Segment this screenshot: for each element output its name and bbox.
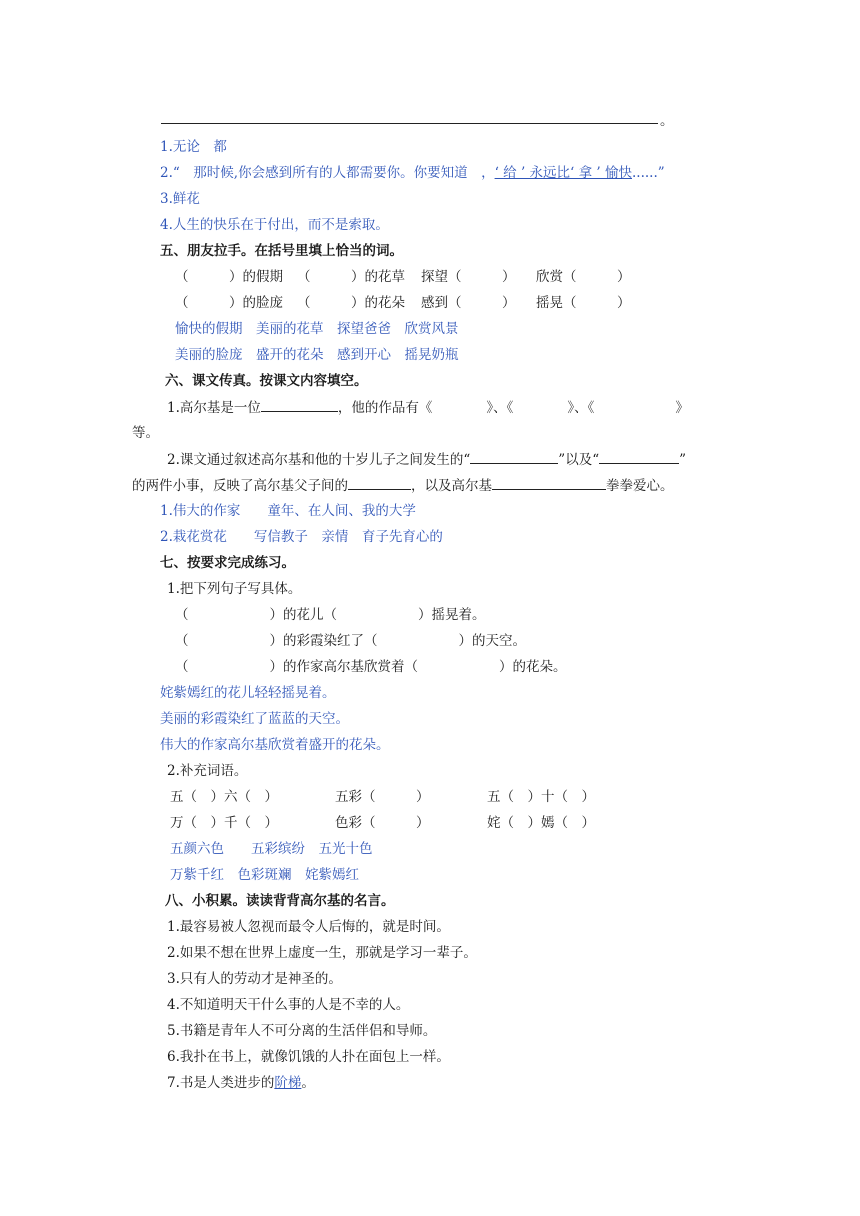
quote-item-last bbox=[167, 1073, 315, 1093]
s5-blank-1: （ ）的假期 bbox=[175, 269, 283, 285]
section-6-heading: 六、课文传真。按课文内容填空。 bbox=[165, 373, 368, 389]
s6-q2-text-3: ，以及高尔基 bbox=[411, 478, 492, 494]
s7-idiom-3: 五（ ）十（ ） bbox=[487, 789, 595, 805]
s5-blank-2: （ ）的花草 bbox=[297, 269, 405, 285]
s7-question-1: 1.把下列句子写具体。 bbox=[167, 581, 302, 597]
answer-4: 4.人生的快乐在于付出，而不是索取。 bbox=[160, 217, 389, 233]
quote-link[interactable]: ‘ 给 ’ 永远比‘ 拿 ’ 愉快 bbox=[494, 165, 632, 181]
s7-answer-3: 伟大的作家高尔基欣赏着盛开的花朵。 bbox=[160, 737, 390, 753]
s5-blank-7: 感到（ ） bbox=[421, 295, 516, 311]
s7-sentence-1: （ ）的花儿（ ）摇晃着。 bbox=[175, 607, 486, 623]
s7-sentence-2: （ ）的彩霞染红了（ ）的天空。 bbox=[175, 633, 526, 649]
s7-idiom-answer-2: 万紫千红 色彩斑斓 姹紫嫣红 bbox=[170, 867, 359, 883]
quote-item: 1.最容易被人忽视而最令人后悔的，就是时间。 bbox=[167, 919, 450, 935]
end-mark: 。 bbox=[660, 113, 674, 129]
quote-7-end: 。 bbox=[301, 1075, 315, 1091]
answer-3: 3.鲜花 bbox=[160, 191, 200, 207]
quote-item: 4.不知道明天干什么事的人是不幸的人。 bbox=[167, 997, 410, 1013]
answer-1: 1.无论 都 bbox=[160, 139, 227, 155]
s6-q2-close: ” bbox=[679, 452, 687, 468]
quote-item: 5.书籍是青年人不可分离的生活伴侣和导师。 bbox=[167, 1023, 437, 1039]
s7-answer-1: 姹紫嫣红的花儿轻轻摇晃着。 bbox=[160, 685, 336, 701]
blank-line bbox=[261, 397, 338, 412]
s7-sentence-3: （ ）的作家高尔基欣赏着（ ）的花朵。 bbox=[175, 659, 567, 675]
s6-q1-works: ，他的作品有《 》、《 》、《 》 bbox=[337, 400, 689, 416]
quote-item: 3.只有人的劳动才是神圣的。 bbox=[167, 971, 342, 987]
s5-blank-6: （ ）的花朵 bbox=[297, 295, 405, 311]
quote-item: 6.我扑在书上，就像饥饿的人扑在面包上一样。 bbox=[167, 1049, 450, 1065]
blank-line bbox=[492, 475, 606, 490]
s6-question-1-end: 等。 bbox=[132, 425, 159, 441]
answer-2 bbox=[160, 163, 665, 183]
s5-blank-5: （ ）的脸庞 bbox=[175, 295, 283, 311]
s7-idiom-answer-1: 五颜六色 五彩缤纷 五光十色 bbox=[170, 841, 373, 857]
answer-2-prefix: 2.“ 那时候,你会感到所有的人都需要你。你要知道 ， bbox=[160, 165, 495, 181]
s5-answer-1: 愉快的假期 美丽的花草 探望爸爸 欣赏风景 bbox=[175, 321, 459, 337]
s7-idiom-4: 万（ ）千（ ） bbox=[170, 815, 278, 831]
s6-answer-2: 2.栽花赏花 写信教子 亲情 育子先育心的 bbox=[160, 529, 443, 545]
s7-idiom-5: 色彩（ ） bbox=[335, 815, 430, 831]
quote-7-text: 7.书是人类进步的 bbox=[167, 1075, 275, 1091]
s6-q1-text: 1.高尔基是一位 bbox=[167, 400, 261, 416]
s7-idiom-2: 五彩（ ） bbox=[335, 789, 430, 805]
s5-blank-3: 探望（ ） bbox=[421, 269, 516, 285]
section-5-heading: 五、朋友拉手。在括号里填上恰当的词。 bbox=[160, 243, 403, 259]
s5-blank-8: 摇晃（ ） bbox=[536, 295, 631, 311]
s7-answer-2: 美丽的彩霞染红了蓝蓝的天空。 bbox=[160, 711, 349, 727]
s6-q2-text-2: 的两件小事，反映了高尔基父子间的 bbox=[132, 478, 348, 494]
s6-question-1 bbox=[167, 397, 689, 418]
s6-q2-text-4: 拳拳爱心。 bbox=[606, 478, 674, 494]
s7-idiom-6: 姹（ ）嫣（ ） bbox=[487, 815, 595, 831]
s6-answer-1: 1.伟大的作家 童年、在人间、我的大学 bbox=[160, 503, 416, 519]
answer-underline bbox=[161, 123, 658, 124]
s7-question-2: 2.补充词语。 bbox=[167, 763, 248, 779]
ladder-link[interactable]: 阶梯 bbox=[274, 1075, 302, 1091]
section-8-heading: 八、小积累。读读背背高尔基的名言。 bbox=[165, 893, 395, 909]
s6-q2-mid: ”以及“ bbox=[558, 452, 600, 468]
quote-item: 2.如果不想在世界上虚度一生，那就是学习一辈子。 bbox=[167, 945, 477, 961]
s6-q2-text: 2.课文通过叙述高尔基和他的十岁儿子之间发生的“ bbox=[167, 452, 471, 468]
blank-line bbox=[348, 475, 411, 490]
s7-idiom-1: 五（ ）六（ ） bbox=[170, 789, 278, 805]
s5-blank-4: 欣赏（ ） bbox=[536, 269, 631, 285]
answer-2-suffix: ......” bbox=[632, 165, 665, 181]
s6-question-2 bbox=[167, 449, 686, 470]
section-7-heading: 七、按要求完成练习。 bbox=[160, 555, 295, 571]
s5-answer-2: 美丽的脸庞 盛开的花朵 感到开心 摇晃奶瓶 bbox=[175, 347, 459, 363]
blank-line bbox=[599, 449, 679, 464]
blank-line bbox=[470, 449, 558, 464]
s6-question-2-cont bbox=[132, 475, 674, 496]
